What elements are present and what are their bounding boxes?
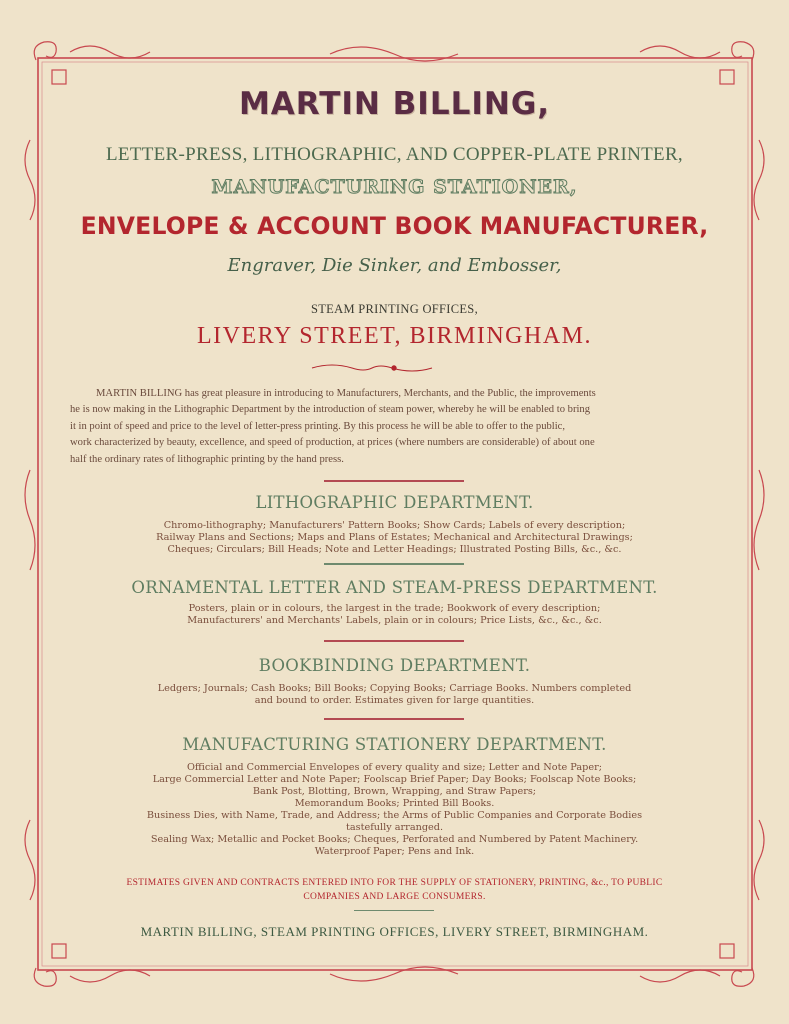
department-line: tastefully arranged.: [345, 822, 444, 833]
department-text: [0, 683, 789, 707]
intro-line: work characterized by beauty, excellence, and speed of production, at prices (where numbers are considerable) of about one: [70, 437, 595, 449]
divider: [354, 910, 434, 911]
department-line: Business Dies, with Name, Trade, and Address; the Arms of Public Companies and Corporate Bodies: [146, 810, 643, 821]
department-line: Sealing Wax; Metallic and Pocket Books; Cheques, Perforated and Numbered by Patent Machinery.: [150, 834, 639, 845]
department-line: Cheques; Circulars; Bill Heads; Note and Letter Headings; Illustrated Posting Bills, &c., &c.: [167, 544, 622, 555]
intro-line: it in point of speed and price to the level of letter-press printing. By this process he will be able to offer to the public,: [70, 420, 566, 432]
offices-line: STEAM PRINTING OFFICES,: [311, 302, 478, 316]
department-line: Posters, plain or in colours, the largest in the trade; Bookwork of every description;: [188, 603, 601, 614]
intro-line: half the ordinary rates of lithographic printing by the hand press.: [70, 453, 344, 465]
department-line: Large Commercial Letter and Note Paper; Foolscap Brief Paper; Day Books; Foolscap Note Books;: [152, 774, 637, 785]
department-line: Ledgers; Journals; Cash Books; Bill Books; Copying Books; Carriage Books. Numbers completed: [157, 683, 632, 694]
department-line: Bank Post, Blotting, Brown, Wrapping, and Straw Papers;: [252, 786, 537, 797]
department-line: Chromo-lithography; Manufacturers' Pattern Books; Show Cards; Labels of every description;: [163, 520, 626, 531]
estimates-line: ESTIMATES GIVEN AND CONTRACTS ENTERED INTO FOR THE SUPPLY OF STATIONERY, PRINTING, &c., TO PUBLIC: [126, 878, 663, 888]
intro-line: MARTIN BILLING has great pleasure in introducing to Manufacturers, Merchants, and the Public, the improvements: [96, 388, 596, 399]
divider: [324, 640, 464, 642]
estimates-notice: [0, 876, 789, 904]
department-line: Official and Commercial Envelopes of every quality and size; Letter and Note Paper;: [186, 762, 602, 773]
department-title: ORNAMENTAL LETTER AND STEAM-PRESS DEPARTMENT.: [131, 578, 658, 597]
divider: [324, 563, 464, 565]
printer-services-line: LETTER-PRESS, LITHOGRAPHIC, AND COPPER-PLATE PRINTER,: [106, 144, 683, 165]
engraver-line: Engraver, Die Sinker, and Embosser,: [227, 255, 562, 276]
divider: [324, 480, 464, 482]
department-line: Manufacturers' and Merchants' Labels, plain or in colours; Price Lists, &c., &c., &c.: [187, 615, 602, 626]
company-name: MARTIN BILLING,: [238, 86, 551, 122]
intro-paragraph: [70, 386, 720, 468]
manufacturer-line: ENVELOPE & ACCOUNT BOOK MANUFACTURER,: [80, 212, 709, 240]
department-text: [0, 603, 789, 627]
department-line: Waterproof Paper; Pens and Ink.: [314, 846, 475, 857]
estimates-line: COMPANIES AND LARGE CONSUMERS.: [303, 892, 486, 902]
department-title: LITHOGRAPHIC DEPARTMENT.: [255, 493, 534, 512]
intro-line: he is now making in the Lithographic Department by the introduction of steam power, whereby he will be enabled to bring: [70, 404, 591, 416]
footer-address: MARTIN BILLING, STEAM PRINTING OFFICES, LIVERY STREET, BIRMINGHAM.: [140, 924, 649, 939]
department-line: Railway Plans and Sections; Maps and Plans of Estates; Mechanical and Architectural Drawings;: [156, 532, 633, 543]
stationer-line: MANUFACTURING STATIONER,: [211, 176, 578, 198]
department-title: MANUFACTURING STATIONERY DEPARTMENT.: [182, 735, 607, 754]
department-title: BOOKBINDING DEPARTMENT.: [258, 656, 531, 675]
department-line: Memorandum Books; Printed Bill Books.: [294, 798, 495, 809]
address-line: LIVERY STREET, BIRMINGHAM.: [197, 323, 592, 349]
department-text: [0, 520, 789, 556]
department-text: [0, 762, 789, 858]
divider: [324, 718, 464, 720]
department-line: and bound to order. Estimates given for large quantities.: [254, 695, 535, 706]
